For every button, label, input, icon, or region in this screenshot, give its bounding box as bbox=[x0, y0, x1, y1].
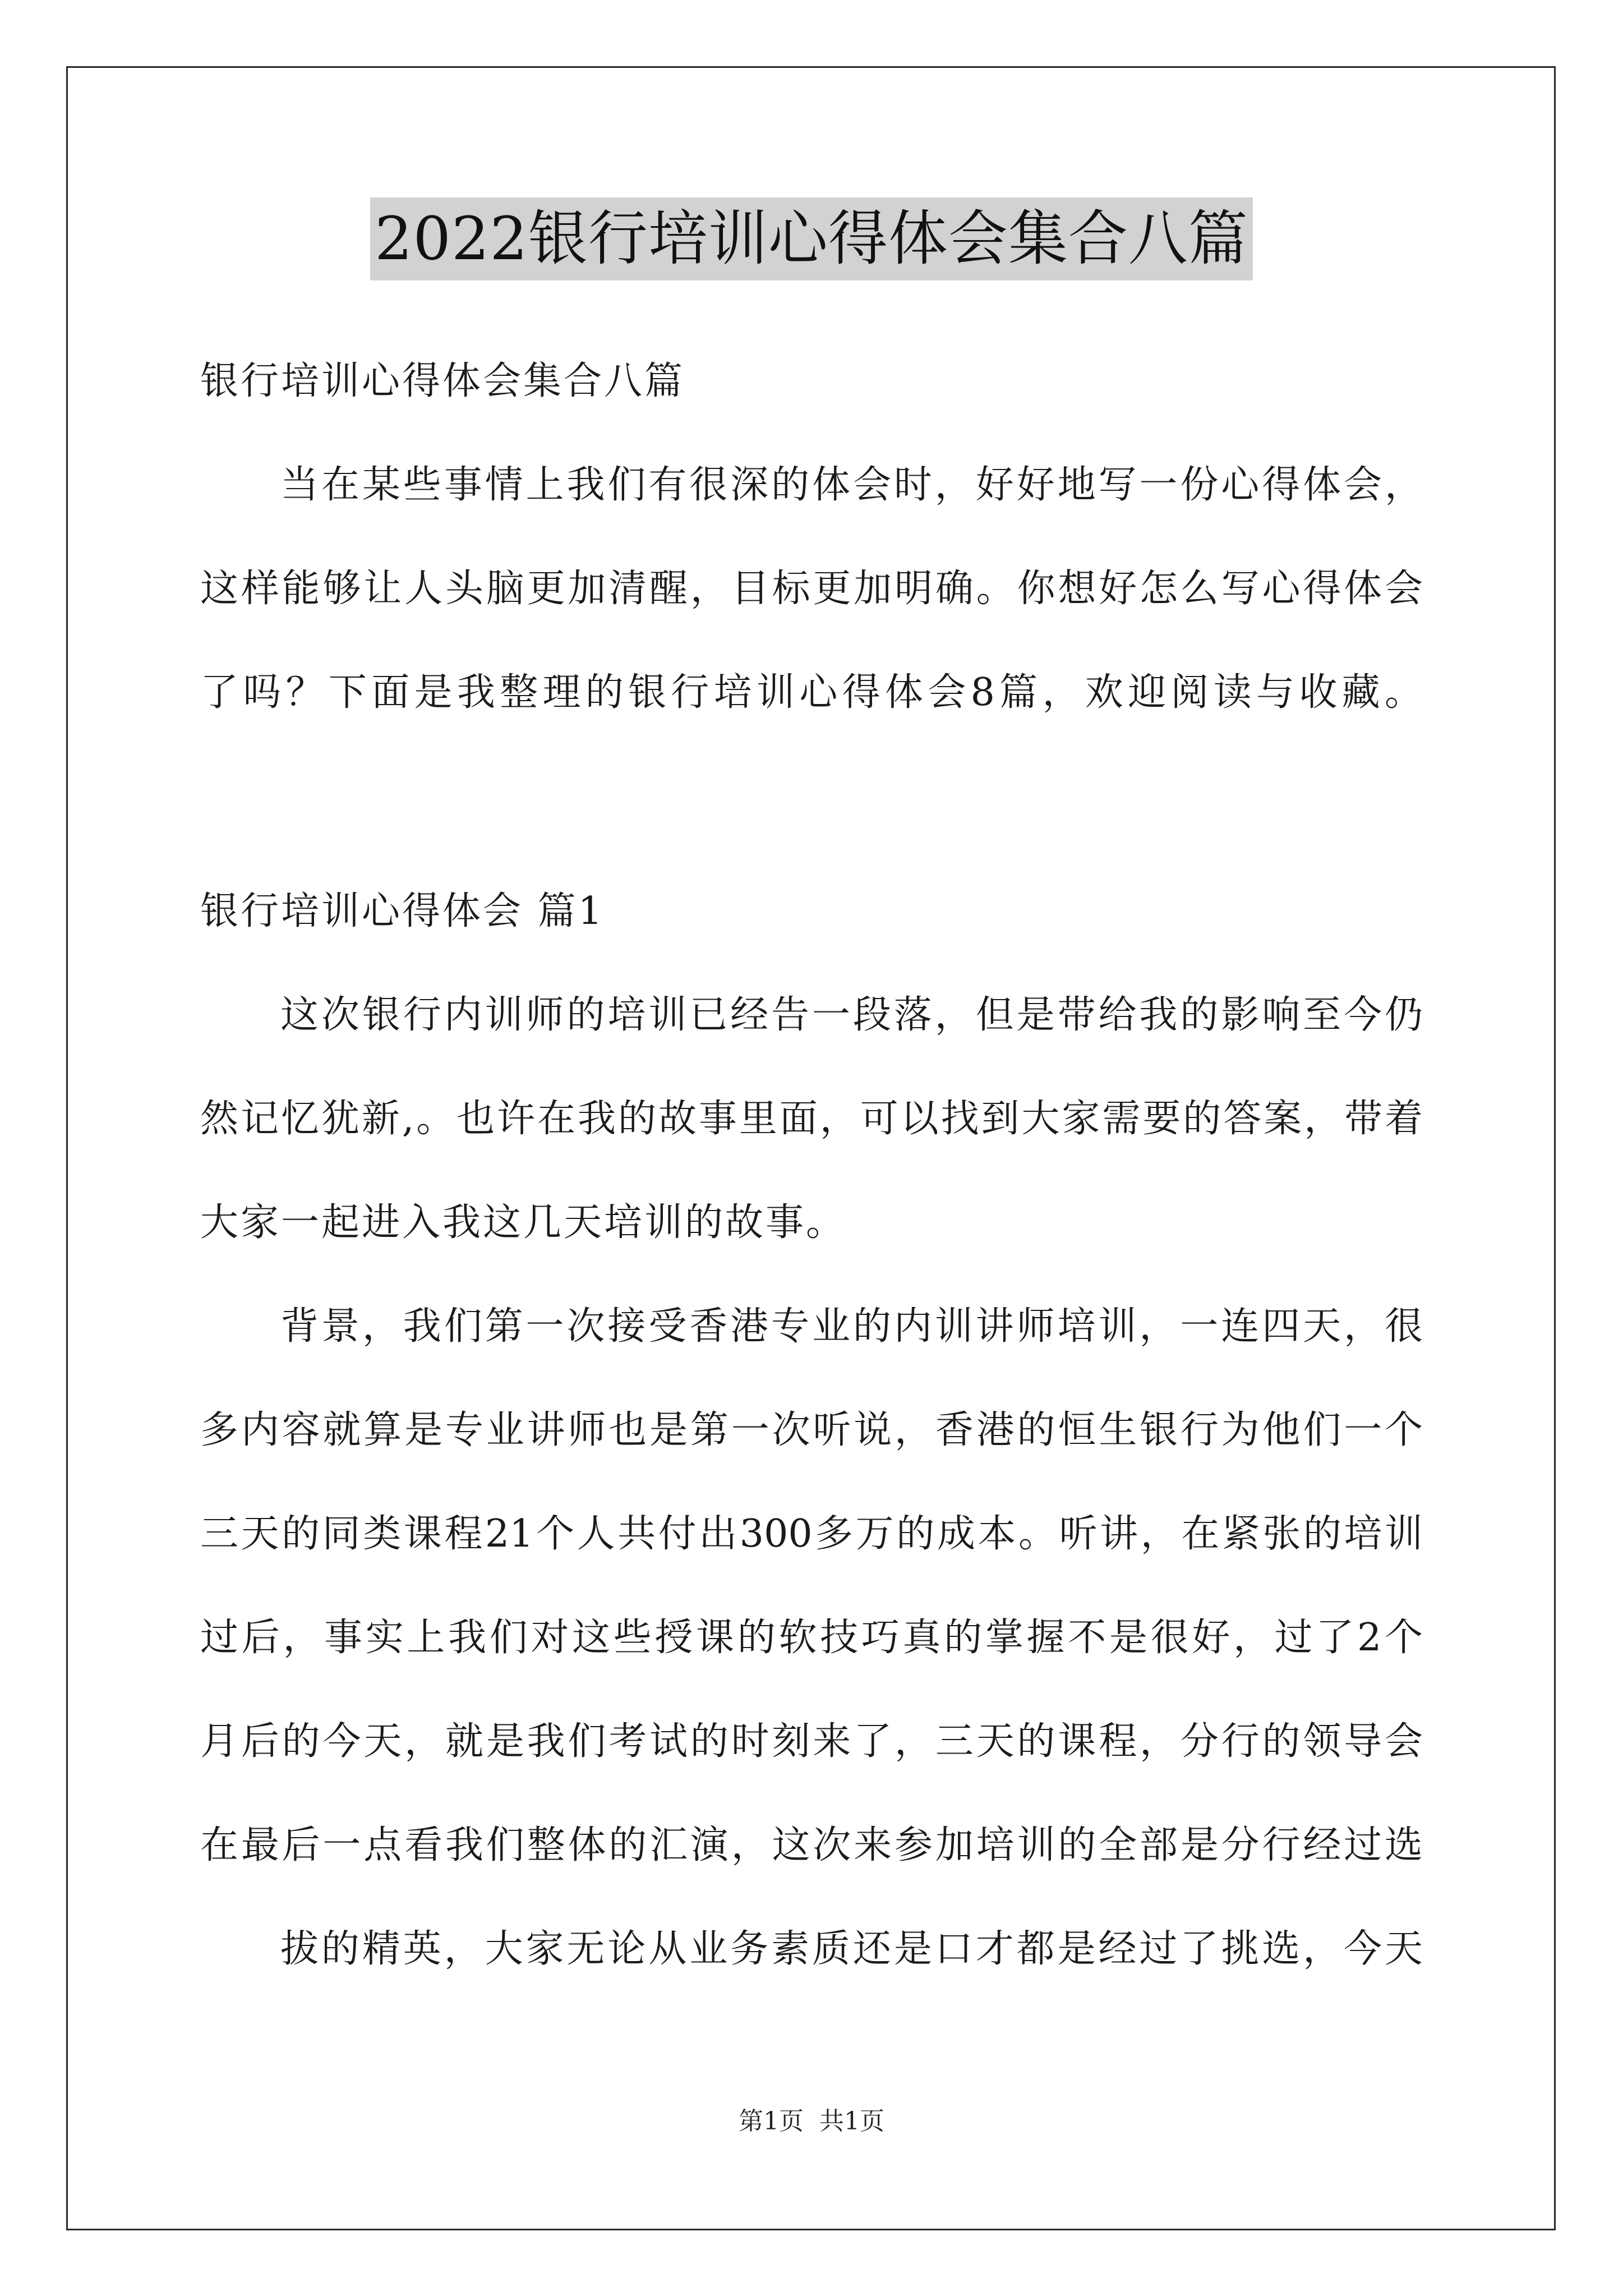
page-total: 共1页 bbox=[819, 2107, 884, 2136]
paragraph-line: 然记忆犹新,。也许在我的故事里面，可以找到大家需要的答案，带着 bbox=[200, 1097, 1423, 1141]
paragraph-line: 过后，事实上我们对这些授课的软技巧真的掌握不是很好，过了2个 bbox=[200, 1616, 1423, 1660]
paragraph-line: 月后的今天，就是我们考试的时刻来了，三天的课程，分行的领导会 bbox=[200, 1719, 1423, 1764]
paragraph-line: 三天的同类课程21个人共付出300多万的成本。听讲，在紧张的培训 bbox=[200, 1512, 1423, 1556]
paragraph-line: 大家一起进入我这几天培训的故事。 bbox=[200, 1200, 847, 1245]
paragraph-line: 拔的精英，大家无论从业务素质还是口才都是经过了挑选，今天 bbox=[280, 1927, 1423, 1971]
section-heading: 银行培训心得体会 篇1 bbox=[200, 889, 605, 933]
page-number: 第1页 bbox=[739, 2107, 804, 2136]
document-title: 2022银行培训心得体会集合八篇 bbox=[370, 197, 1253, 280]
intro-line: 当在某些事情上我们有很深的体会时，好好地写一份心得体会， bbox=[280, 463, 1423, 507]
intro-line: 了吗？下面是我整理的银行培训心得体会8篇，欢迎阅读与收藏。 bbox=[200, 670, 1423, 715]
intro-line: 这样能够让人头脑更加清醒，目标更加明确。你想好怎么写心得体会 bbox=[200, 567, 1423, 611]
title-container bbox=[0, 197, 1623, 280]
document-subtitle: 银行培训心得体会集合八篇 bbox=[200, 359, 685, 403]
paragraph-line: 多内容就算是专业讲师也是第一次听说，香港的恒生银行为他们一个 bbox=[200, 1408, 1423, 1452]
paragraph-line: 背景，我们第一次接受香港专业的内训讲师培训，一连四天，很 bbox=[280, 1304, 1423, 1349]
paragraph-line: 在最后一点看我们整体的汇演，这次来参加培训的全部是分行经过选 bbox=[200, 1823, 1423, 1867]
page-footer bbox=[0, 2105, 1623, 2138]
paragraph-line: 这次银行内训师的培训已经告一段落，但是带给我的影响至今仍 bbox=[280, 993, 1423, 1037]
